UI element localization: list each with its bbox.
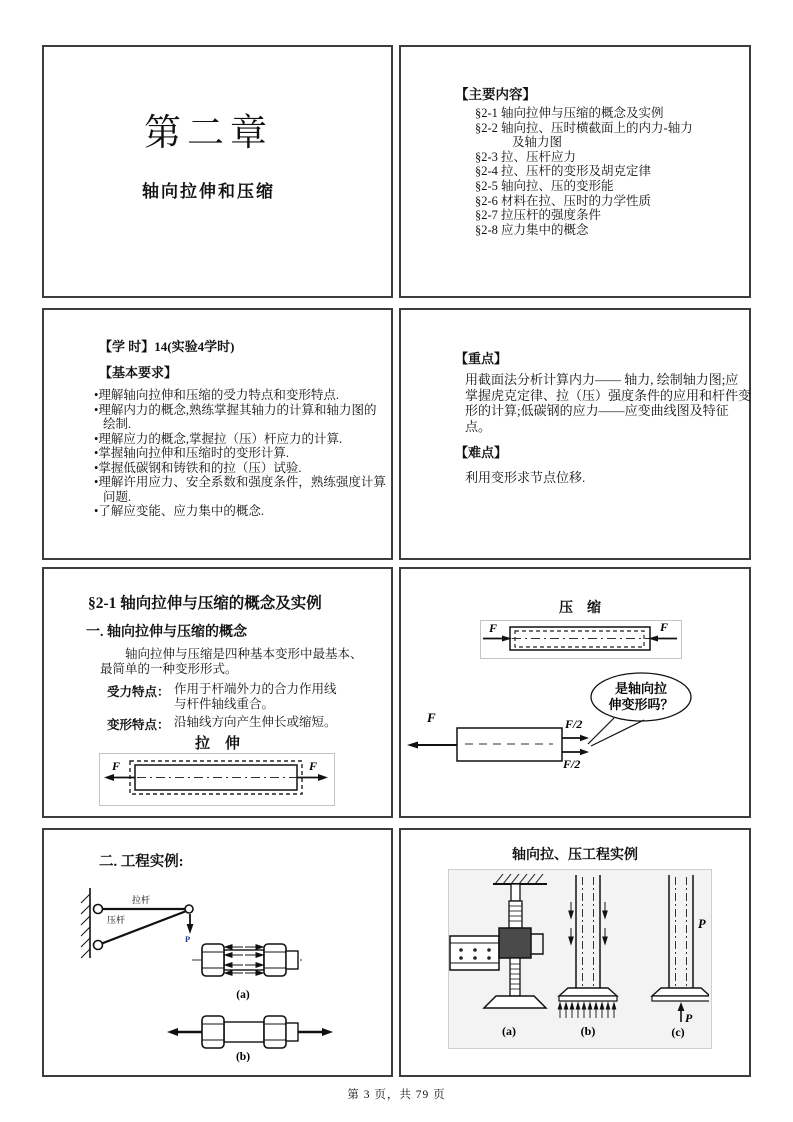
bubble-tail-line: [588, 718, 614, 744]
arrowhead-bottom: [580, 749, 589, 755]
bolt-diagram-b: [167, 1016, 333, 1063]
arrowhead-right: [318, 774, 328, 781]
requirement-item: • 理解轴向拉伸和压缩的受力特点和变形特点.: [94, 388, 388, 403]
load-label: P: [185, 934, 191, 944]
main-contents-heading: 【主要内容】: [455, 87, 536, 102]
contents-list: [475, 106, 737, 237]
bolt-shank: [224, 1022, 264, 1042]
deform-feature-text: 沿轴线方向产生伸长或缩短。: [174, 715, 337, 729]
column-base: [559, 988, 617, 996]
section-subheading: 一. 轴向拉伸与压缩的概念: [86, 625, 247, 640]
requirement-item: • 掌握轴向拉伸和压缩时的变形计算.: [94, 446, 388, 461]
column-base: [652, 988, 709, 996]
tension-caption: 拉 伸: [194, 736, 240, 752]
requirements-list: [94, 388, 388, 519]
half-force-label-bottom: F/2: [563, 757, 581, 771]
requirement-item: • 理解许用应力、安全系数和强度条件，熟练强度计算问题.: [94, 475, 388, 504]
chapter-title: 第二章: [144, 113, 273, 154]
arrowhead-left: [104, 774, 114, 781]
arrowhead-top: [580, 735, 589, 741]
slide-section-2-1: [42, 567, 393, 818]
base-plate: [559, 996, 617, 1001]
hours-heading: 【学 时】14(实验4学时): [99, 339, 235, 354]
force-label-left: F: [489, 621, 498, 635]
reaction-arrowhead: [678, 1002, 685, 1011]
bolt-diagram-a: [192, 944, 306, 1001]
difficulty-heading: 【难点】: [455, 445, 508, 460]
caption-a: (a): [502, 1024, 516, 1038]
slide-compression-question: [399, 567, 751, 818]
slide-axial-examples: [399, 828, 751, 1077]
compression-diagram-panel: [480, 620, 682, 659]
slide-engineering-examples: [42, 828, 393, 1077]
side-bracket: [531, 934, 543, 954]
hanger-rod: [511, 884, 520, 901]
screw-jack-figure: [450, 874, 547, 1038]
bolt-end-cap: [286, 1023, 298, 1041]
bubble-text-line2: 伸变形吗？: [608, 697, 674, 712]
nut-right: [264, 944, 286, 976]
base-plate: [652, 996, 709, 1001]
force-label: F: [427, 710, 436, 725]
arrowhead-right: [322, 1028, 333, 1036]
arrowhead-left: [167, 1028, 178, 1036]
focus-heading: 【重点】: [455, 351, 508, 366]
slide-requirements: [42, 308, 393, 560]
slide-key-points: [399, 308, 751, 560]
compression-bar-diagram: [481, 621, 679, 656]
caption-a: (a): [236, 989, 250, 1001]
caption-b: (b): [580, 1024, 596, 1038]
contents-item: §2-7 拉压杆的强度条件: [475, 208, 602, 223]
pin-top: [94, 905, 103, 914]
page-number-footer: 第 3 页，共 79 页: [347, 1089, 446, 1101]
ceiling-hatch: [495, 874, 543, 884]
slide-chapter-title: [42, 45, 393, 298]
compression-caption: 压 缩: [559, 601, 601, 616]
joint: [185, 905, 193, 913]
requirement-item: • 理解内力的概念,熟练掌握其轴力的计算和轴力图的绘制.: [94, 403, 388, 432]
force-feature-label: 受力特点：: [107, 685, 170, 699]
jack-body: [499, 928, 531, 958]
load-label-bottom: P: [685, 1011, 693, 1025]
contents-item: §2-6 材料在拉、压时的力学性质: [475, 193, 652, 208]
soil-reaction-arrows: [558, 1003, 616, 1018]
axial-examples-panel: [448, 869, 712, 1049]
eccentric-load-diagram: [401, 664, 753, 782]
contents-item: §2-3 拉、压杆应力: [475, 149, 577, 164]
force-label-right: F: [660, 621, 669, 634]
base-plate: [484, 996, 546, 1008]
caption-b: (b): [235, 1051, 251, 1063]
concept-intro: 轴向拉伸与压缩是四种基本变形中最基本、最简单的一种变形形式。: [100, 647, 363, 676]
half-force-label-top: F/2: [565, 717, 583, 731]
deform-feature-label: 变形特点：: [107, 718, 170, 732]
examples-heading: 二. 工程实例:: [99, 854, 184, 870]
load-label-side: P: [698, 917, 706, 931]
force-label-left: F: [112, 759, 121, 773]
section-heading: §2-1 轴向拉伸与压缩的概念及实例: [88, 595, 322, 612]
column-figure-c: [652, 875, 709, 1039]
contents-item-continuation: 及轴力图: [512, 135, 563, 150]
axial-examples-diagram: [449, 870, 709, 1046]
compression-rod-label: 压杆: [106, 915, 126, 925]
wall-hatch: [81, 894, 90, 958]
axial-examples-title: 轴向拉、压工程实例: [512, 848, 638, 863]
focus-text: 用截面法分析计算内力—— 轴力, 绘制轴力图;应掌握虎克定律、拉（压）强度条件的应用和杆件变形的计算;低碳钢的应力——应变曲线图及特征点。: [465, 372, 752, 434]
nut-left: [202, 1016, 224, 1048]
requirement-item: • 掌握低碳钢和铸铁和的拉（压）试验.: [94, 461, 388, 476]
chapter-subtitle: 轴向拉伸和压缩: [142, 182, 275, 201]
threaded-rod-upper: [509, 901, 522, 928]
arrowhead-left: [407, 742, 418, 749]
side-load-arrows: [569, 902, 607, 944]
tension-rod-label: 拉杆: [131, 895, 151, 905]
force-label-right: F: [309, 759, 318, 773]
force-feature-text: 作用于杆端外力的合力作用线与杆件轴线重合。: [174, 682, 337, 711]
tension-bar-diagram: [100, 754, 332, 803]
nut-right: [264, 1016, 286, 1048]
slide-main-contents: [399, 45, 751, 298]
pin-bottom: [94, 941, 103, 950]
i-beam: [450, 936, 499, 970]
examples-diagrams: [44, 870, 391, 1075]
difficulty-text: 利用变形求节点位移.: [465, 470, 586, 485]
contents-item: §2-8 应力集中的概念: [475, 222, 589, 237]
bubble-text-line1: 是轴向拉: [614, 681, 668, 696]
column-figure-b: [558, 875, 617, 1038]
requirement-item: • 了解应变能、应力集中的概念.: [94, 504, 388, 519]
contents-item: §2-1 轴向拉伸与压缩的概念及实例: [475, 106, 664, 120]
caption-c: (c): [671, 1025, 685, 1039]
requirement-item: • 理解应力的概念,掌握拉（压）杆应力的计算.: [94, 432, 388, 447]
load-arrowhead: [187, 924, 194, 934]
contents-item: §2-4 拉、压杆的变形及胡克定律: [475, 164, 652, 179]
contents-item: §2-2 轴向拉、压时横截面上的内力-轴力: [475, 120, 693, 135]
tension-diagram-panel: [99, 753, 335, 806]
bolt-end-cap: [286, 951, 298, 969]
contents-item: §2-5 轴向拉、压的变形能: [475, 178, 614, 193]
requirements-heading: 【基本要求】: [99, 365, 178, 380]
nut-left: [202, 944, 224, 976]
